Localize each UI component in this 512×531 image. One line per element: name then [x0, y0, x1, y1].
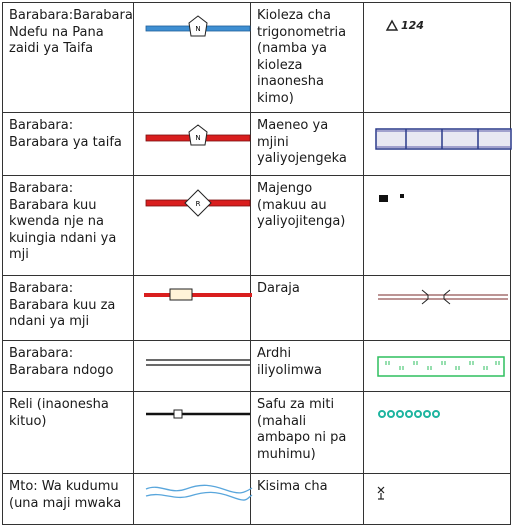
legend-symbol-cell: [364, 276, 511, 341]
legend-label: Barabara: Barabara ya taifa: [3, 113, 134, 176]
legend-label: Barabara:Barabara Ndefu na Pana zaidi ya Taifa: [3, 3, 134, 113]
legend-symbol-cell: [134, 176, 251, 276]
buildings-symbol: [370, 181, 512, 221]
legend-symbol-cell: [134, 113, 251, 176]
legend-symbol-cell: [364, 3, 511, 113]
legend-symbol-cell: [134, 341, 251, 392]
legend-label: Safu za miti (mahali ambapo ni pa muhimu): [251, 392, 364, 474]
road-shield-label: N: [195, 134, 201, 142]
legend-symbol-cell: [364, 113, 511, 176]
legend-row: [3, 176, 511, 276]
legend-row: [3, 474, 511, 525]
road-shield-label: R: [195, 200, 201, 208]
perennial-river-symbol: [140, 479, 257, 519]
trunk-road-symbol: [140, 8, 257, 48]
main-road-symbol: [140, 181, 257, 225]
legend-label: Mto: Wa kudumu (una maji mwaka: [3, 474, 134, 525]
legend-symbol-cell: [364, 474, 511, 525]
legend-symbol-cell: [134, 276, 251, 341]
legend-symbol-cell: [134, 3, 251, 113]
legend-symbol-cell: [364, 392, 511, 474]
road-shield-label: N: [195, 25, 201, 33]
legend-symbol-cell: [364, 176, 511, 276]
well-symbol: [370, 479, 512, 519]
legend-label: Kisima cha: [251, 474, 364, 525]
map-legend-table: [2, 2, 511, 525]
legend-symbol-cell: [134, 474, 251, 525]
urban-main-road-symbol: [140, 281, 257, 321]
legend-symbol-cell: [364, 341, 511, 392]
cultivated-land-symbol: [370, 346, 512, 386]
legend-label: Reli (inaonesha kituo): [3, 392, 134, 474]
legend-label: Daraja: [251, 276, 364, 341]
minor-road-symbol: [140, 346, 257, 386]
legend-label: Kioleza cha trigonometria (namba ya kioleza inaonesha kimo): [251, 3, 364, 113]
legend-row: [3, 3, 511, 113]
legend-row: [3, 276, 511, 341]
legend-label: Barabara: Barabara ndogo: [3, 341, 134, 392]
trig-point-number: 124: [401, 19, 424, 32]
legend-row: [3, 392, 511, 474]
built-up-area-symbol: [370, 118, 512, 158]
legend-row: [3, 341, 511, 392]
legend-row: [3, 113, 511, 176]
legend-label: Majengo (makuu au yaliyojitenga): [251, 176, 364, 276]
legend-label: Barabara: Barabara kuu kwenda nje na kuingia ndani ya mji: [3, 176, 134, 276]
legend-symbol-cell: [134, 392, 251, 474]
railway-symbol: [140, 397, 257, 437]
trig-point-symbol: [370, 8, 512, 48]
legend-label: Barabara: Barabara kuu za ndani ya mji: [3, 276, 134, 341]
legend-label: Ardhi iliyolimwa: [251, 341, 364, 392]
national-road-symbol: [140, 118, 257, 158]
legend-label: Maeneo ya mjini yaliyojengeka: [251, 113, 364, 176]
tree-row-symbol: [370, 397, 512, 437]
bridge-symbol: [370, 281, 512, 321]
